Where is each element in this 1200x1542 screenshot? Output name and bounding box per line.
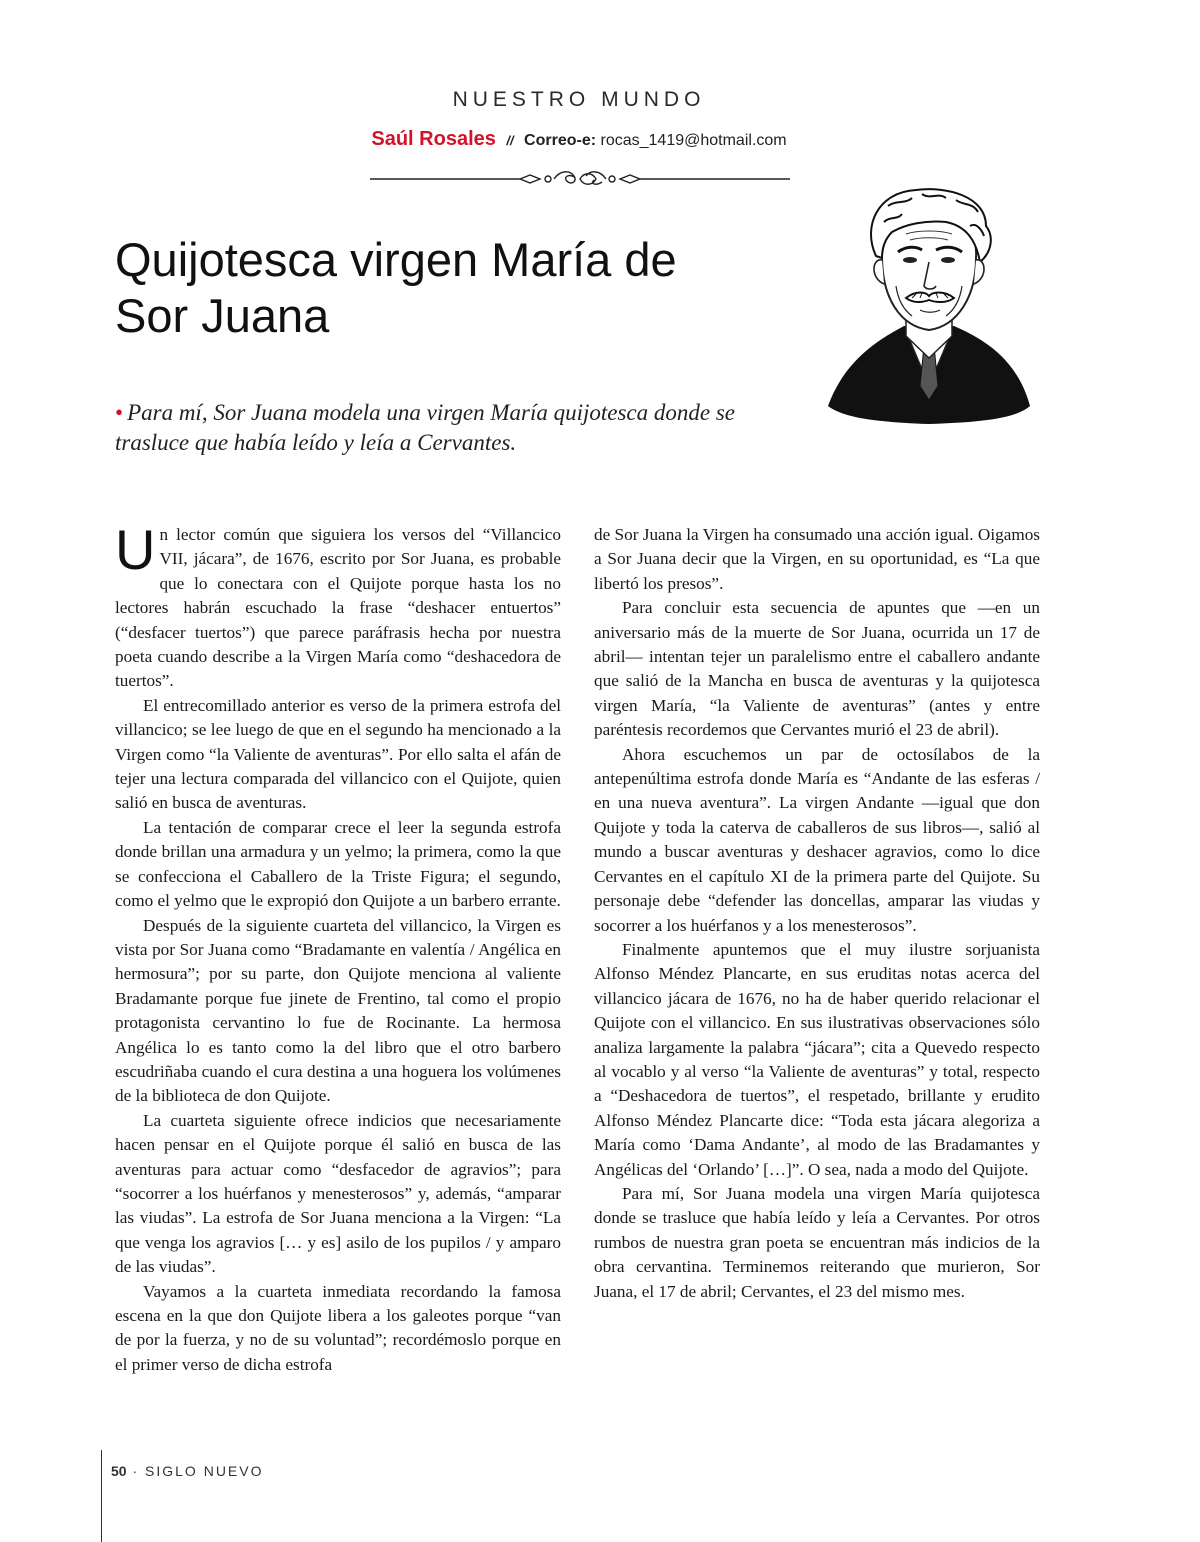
paragraph: La cuarteta siguiente ofrece indicios que necesariamente hacen pensar en el Quijote porque él salió en busca de las aventuras para actuar como “desfacedor de agravios”; para “socorrer a los huérfanos y menesterosos” y, además, “amparar las viudas”. La estrofa de Sor Juana menciona a la Virgen: “La que venga los agravios [… y es] asilo de los pupilos / y amparo de las viudas”. [115, 1110, 561, 1277]
paragraph: Después de la siguiente cuarteta del villancico, la Virgen es vista por Sor Juana como “Bradamante en valentía / Angélica en hermosura”; por su parte, don Quijote menciona al valiente Bradamante porque fue jinete de Frentino, tal como el propio protagonista cervantino lo fue de Rocinante. La hermosa Angélica lo es tanto como la del libro que el otro barbero escudriñaba cuando el cura destina a una hoguera los volúmenes de la biblioteca de don Quijote. [115, 915, 561, 1106]
paragraph-text: n lector común que siguiera los versos del “Villancico VII, jácara”, de 1676, escrito por Sor Juana, es probable que lo conectara con el Quijote porque hasta los no lectores habrán escuchado la frase “deshacer entuertos” (“desfacer tuertos”) que parece paráfrasis hecha por nuestra poeta cuando describe a la Virgen María como “deshacedora de tuertos”. [115, 525, 561, 691]
footer-dot: · [132, 1463, 140, 1479]
paragraph: La tentación de comparar crece el leer la segunda estrofa donde brillan una armadura y un yelmo; la primera, como la que se confecciona el Caballero de la Triste Figura; el segundo, como el yelmo que le expropió don Quijote a un barbero errante. [115, 817, 561, 911]
paragraph: Ahora escuchemos un par de octosílabos de la antepenúltima estrofa donde María es “Andante de las esferas / en una nueva aventura”. La virgen Andante —igual que don Quijote y toda la caterva de caballeros de sus libros—, salió al mundo a buscar aventuras y deshacer agravios, como lo dice Cervantes en el capítulo XI de la primera parte del Quijote. Su personaje debe “defender las doncellas, amparar las viudas y socorrer a los huérfanos y a los menesterosos”. [594, 744, 1040, 935]
magazine-name: SIGLO NUEVO [145, 1463, 264, 1479]
author-name: Saúl Rosales [371, 128, 496, 150]
author-email[interactable]: rocas_1419@hotmail.com [600, 132, 787, 149]
byline-separator: // [506, 133, 514, 148]
left-column [115, 518, 561, 1377]
paragraph: Para mí, Sor Juana modela una virgen María quijotesca donde se trasluce que había leído y leía a Cervantes. Por otros rumbos de nuestra gran poeta se encuentran más indicios de la obra cervantina. Terminemos reiterando que murieron, Sor Juana, el 17 de abril; Cervantes, el 23 del mismo mes. [594, 1183, 1040, 1301]
byline [0, 128, 1158, 151]
page-number: 50 [111, 1463, 127, 1479]
paragraph: de Sor Juana la Virgen ha consumado una acción igual. Oigamos a Sor Juana decir que la Virgen, en su oportunidad, es “La que libertó los presos”. [594, 525, 1040, 593]
article-title: Quijotesca virgen María de Sor Juana [115, 233, 677, 342]
paragraph: Para concluir esta secuencia de apuntes que —en un aniversario más de la muerte de Sor Juana, ocurrida un 17 de abril— intentan tejer un paralelismo entre el caballero andante que salió de la Mancha en busca de aventuras y la quijotesca virgen María, “la Valiente de aventuras” (antes y entre paréntesis recordemos que Cervantes murió el 23 de abril). [594, 598, 1040, 740]
ornamental-divider-icon [370, 168, 790, 190]
paragraph: El entrecomillado anterior es verso de la primera estrofa del villancico; se lee luego de que en el segundo ha mencionado a la Virgen como “la Valiente de aventuras”. Por ello salta el afán de tejer una lectura comparada del villancico con el Quijote, quien salió en busca de aventuras. [115, 695, 561, 813]
paragraph [115, 518, 561, 694]
deck-text: Para mí, Sor Juana modela una virgen María quijotesca donde se trasluce que había leído y leía a Cervantes. [115, 400, 735, 455]
section-title: NUESTRO MUNDO [452, 88, 706, 111]
deck-bullet: • [115, 400, 124, 425]
article-deck [115, 398, 755, 458]
right-column [594, 523, 1040, 1304]
paragraph: Vayamos a la cuarteta inmediata recordando la famosa escena en la que don Quijote libera a los galeotes porque “van de por la fuerza, y no de su voluntad”; recordémoslo porque en el primer verso de dicha estrofa [115, 1281, 561, 1374]
drop-cap: U [115, 518, 156, 581]
author-portrait-icon [826, 186, 1032, 426]
email-label: Correo-e: [524, 132, 597, 149]
footer-rule [101, 1450, 102, 1542]
paragraph: Finalmente apuntemos que el muy ilustre sorjuanista Alfonso Méndez Plancarte, en sus eruditas notas acerca del villancico jácara de 1676, no ha de haber querido relacionar el Quijote con el villancico. En sus ilustrativas observaciones sólo analiza largamente la palabra “jácara”; cita a Quevedo respecto al vocablo y al verso “la Valiente de aventuras” y total, respecto a “Deshacedora de tuertos”, el respetado, brillante y erudito Alfonso Méndez Plancarte dice: “Toda esta jácara alegoriza a María como ‘Dama Andante’, al modo de las Bradamantes y Angélicas del ‘Orlando’ […]”. O sea, nada a modo del Quijote. [594, 939, 1040, 1179]
page-footer [111, 1463, 264, 1479]
